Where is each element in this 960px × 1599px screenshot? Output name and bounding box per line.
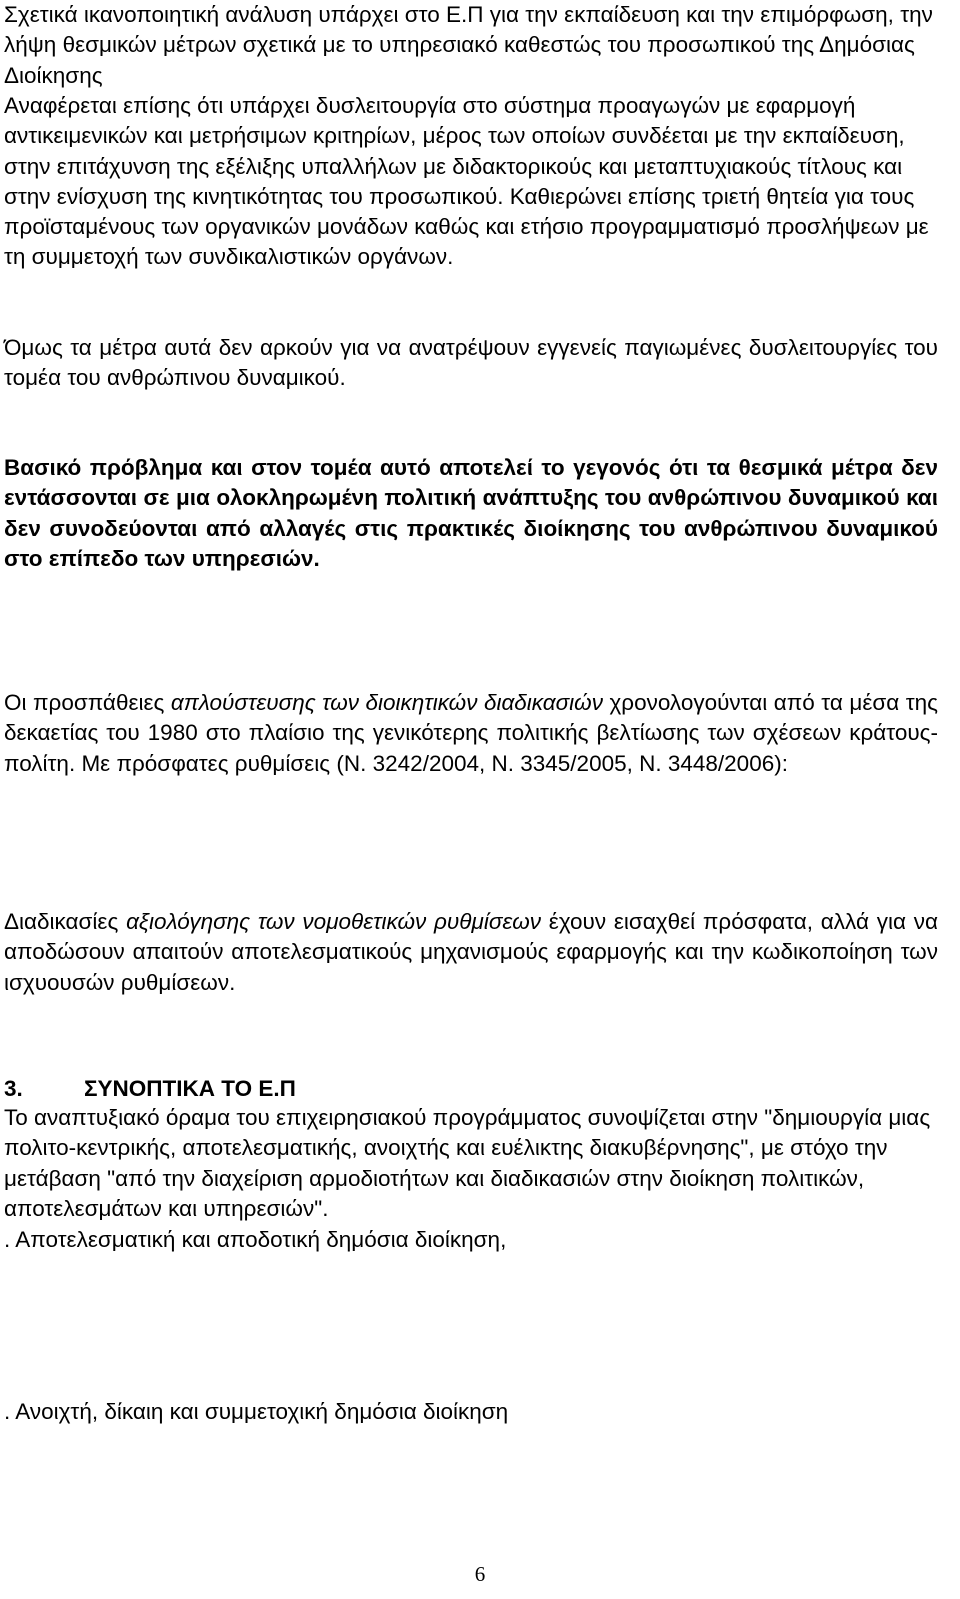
page-number: 6 [474,1562,486,1586]
simplification-text-end: χρονολογούνται από τα μέσα της δεκαετίας του 1980 στο πλαίσιο της γενικότερης πολιτικής βελτίωσης των σχέσεων κράτους-πολίτη. Με πρόσφατες ρυθμίσεις (Ν. 3242/2004, Ν. 3345/2005, Ν. 3448/2006): [4,690,939,776]
section-heading [4,1074,604,1104]
section-number: 3. [4,1076,23,1101]
paragraph-vision: Το αναπτυξιακό όραμα του επιχειρησιακού προγράμματος συνοψίζεται στην "δημιουργία μιας πολιτο-κεντρικής, αποτελεσματικής, ανοιχτής και ευέλικτης διακυβέρνησης", με στόχο την μετάβαση "από την διαχείριση αρμοδιοτήτων και διαδικασιών στην διοίκηση πολιτικών, αποτελεσμάτων και υπηρεσιών". [4,1105,931,1221]
simplification-emphasis: απλούστευσης των διοικητικών διαδικασιών [170,690,603,715]
paragraph-hr-analysis: Σχετικά ικανοποιητική ανάλυση υπάρχει στο Ε.Π για την εκπαίδευση και την επιμόρφωση, την λήψη θεσμικών μέτρων σχετικά με το υπηρεσιακό καθεστώς του προσωπικού της Δημόσιας Διοίκησης [4,2,933,88]
paragraph-main-problem: Βασικό πρόβλημα και στον τομέα αυτό αποτελεί το γεγονός ότι τα θεσμικά μέτρα δεν εντάσσονται σε μια ολοκληρωμένη πολιτική ανάπτυξης του ανθρώπινου δυναμικού και δεν συνοδεύονται από αλλαγές στις πρακτικές διοίκησης του ανθρώπινου δυναμικού στο επίπεδο των υπηρεσιών. [4,455,938,571]
list-item-open-administration: . Ανοιχτή, δίκαιη και συμμετοχική δημόσια διοίκηση [4,1399,509,1424]
paragraph-promotion-system: Αναφέρεται επίσης ότι υπάρχει δυσλειτουργία στο σύστημα προαγωγών με εφαρμογή αντικειμενικών και μετρήσιμων κριτηρίων, μέρος των οποίων συνδέεται με την εκπαίδευση, στην επιτάχυνση της εξέλιξης υπαλλήλων με διδακτορικούς και μεταπτυχιακούς τίτλους και στην ενίσχυση της κινητικότητας του προσωπικού. Καθιερώνει επίσης τριετή θητεία για τους προϊσταμένους των οργανικών μονάδων καθώς και ετήσιο προγραμματισμό προσλήψεων με τη συμμετοχή των συνδικαλιστικών οργάνων. [4,93,929,270]
list-item-effective-administration: . Αποτελεσματική και αποδοτική δημόσια διοίκηση, [4,1227,507,1252]
evaluation-emphasis: αξιολόγησης των νομοθετικών ρυθμίσεων [126,909,542,934]
evaluation-text-start: Διαδικασίες [4,909,127,934]
paragraph-simplification [4,688,938,779]
simplification-text-start: Οι προσπάθειες [4,690,171,715]
evaluation-text-end: έχουν εισαχθεί πρόσφατα, αλλά για να αποδώσουν απαιτούν αποτελεσματικούς μηχανισμούς εφαρμογής και την κωδικοποίηση των ισχυουσών ρυθμίσεων. [4,909,938,995]
paragraph-evaluation [4,907,938,998]
paragraph-measures-insufficient: Όμως τα μέτρα αυτά δεν αρκούν για να ανατρέψουν εγγενείς παγιωμένες δυσλειτουργίες του τομέα του ανθρώπινου δυναμικού. [4,335,938,391]
section-title: ΣΥΝΟΠΤΙΚΑ ΤΟ Ε.Π [84,1076,296,1101]
